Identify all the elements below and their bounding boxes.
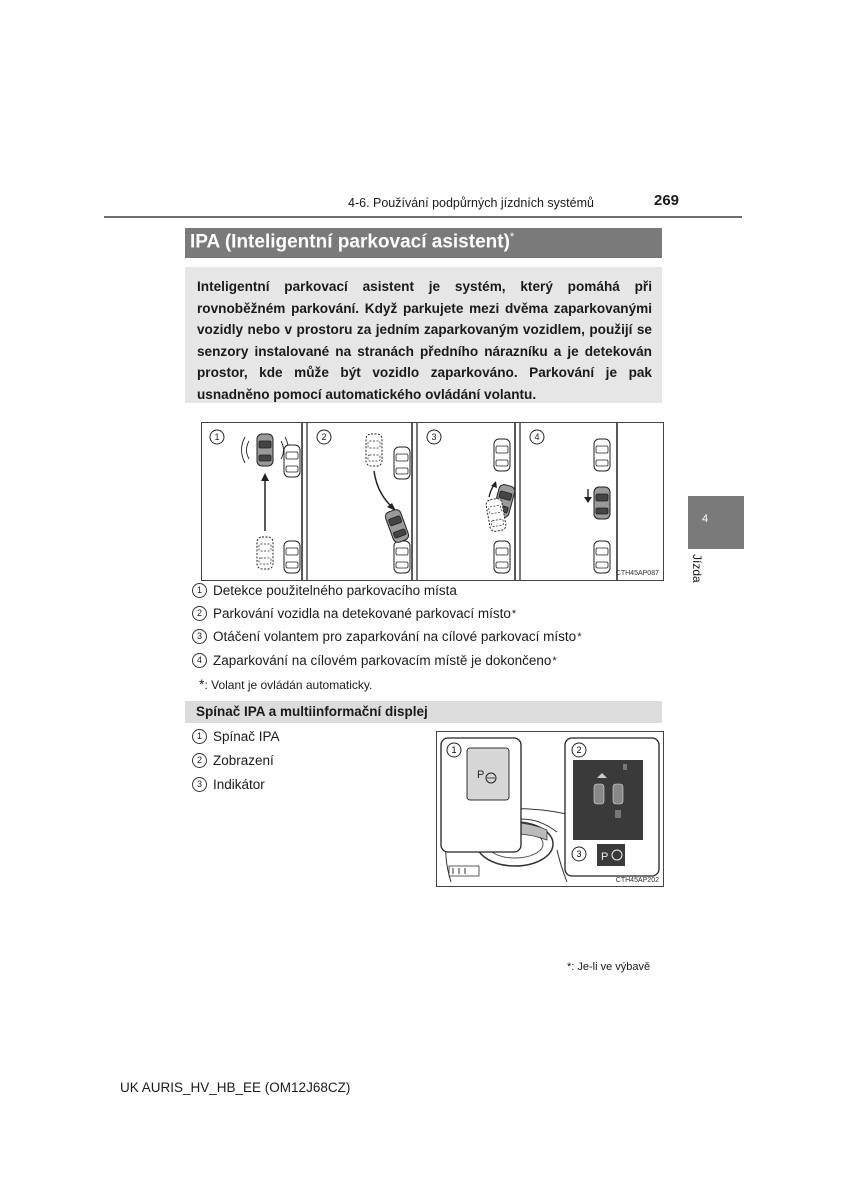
chapter-tab xyxy=(688,496,744,549)
dashboard-illustration xyxy=(437,732,663,886)
ipa-switch-display-figure xyxy=(436,731,664,887)
panel-number-3: 3 xyxy=(431,432,437,442)
figure1-code: CTH45AP087 xyxy=(615,570,659,577)
component-text: Indikátor xyxy=(213,777,265,792)
step-text: Detekce použitelného parkovacího místa xyxy=(213,583,457,598)
component-item-3 xyxy=(192,777,265,792)
component-item-2 xyxy=(192,753,274,768)
step-text: Otáčení volantem pro zaparkování na cílové parkovací místo xyxy=(213,629,577,644)
callout-1: 1 xyxy=(451,745,457,755)
panel-number-1: 1 xyxy=(214,432,220,442)
subheading: Spínač IPA a multiinformační displej xyxy=(196,704,428,719)
chapter-tab-number: 4 xyxy=(702,513,709,525)
svg-text:P: P xyxy=(601,851,609,863)
step-item-1 xyxy=(192,583,457,598)
steps-note-text: : Volant je ovládán automaticky. xyxy=(204,678,373,692)
step-asterisk: * xyxy=(577,630,582,643)
parking-sequence-figure xyxy=(201,422,664,581)
parking-sequence-illustration xyxy=(202,423,663,580)
step-asterisk: * xyxy=(552,654,557,667)
step-text: Zaparkování na cílovém parkovacím místě je dokončeno xyxy=(213,653,552,668)
step-number-circle: 4 xyxy=(192,653,207,668)
step-number-circle: 1 xyxy=(192,583,207,598)
callout-2: 2 xyxy=(576,745,582,755)
step-text: Parkování vozidla na detekované parkovací místo xyxy=(213,606,511,621)
component-text: Spínač IPA xyxy=(213,729,280,744)
step-number-circle: 3 xyxy=(192,629,207,644)
step-item-3 xyxy=(192,629,581,644)
component-number-circle: 3 xyxy=(192,777,207,792)
callout-3: 3 xyxy=(576,849,582,859)
panel-number-4: 4 xyxy=(534,432,540,442)
step-asterisk: * xyxy=(511,607,517,620)
steps-note-star: * xyxy=(199,676,205,692)
footnote: *: Je-li ve výbavě xyxy=(567,961,651,973)
running-header-section: 4-6. Používání podpůrných jízdních systémů xyxy=(348,196,594,210)
steps-note xyxy=(199,676,372,692)
component-number-circle: 1 xyxy=(192,729,207,744)
section-title xyxy=(190,231,514,253)
step-number-circle: 2 xyxy=(192,606,207,621)
component-number-circle: 2 xyxy=(192,753,207,768)
component-text: Zobrazení xyxy=(213,753,274,768)
step-item-2 xyxy=(192,606,516,621)
document-footer: UK AURIS_HV_HB_EE (OM12J68CZ) xyxy=(120,1080,351,1095)
component-item-1 xyxy=(192,729,280,744)
title-asterisk: * xyxy=(509,231,515,243)
header-divider xyxy=(104,216,742,218)
intro-paragraph: Inteligentní parkovací asistent je systém, který pomáhá při rovnoběžném parkování. Když parkujete mezi dvěma zaparkovanými vozidly nebo v prostoru za jedním zaparkovaným vozidlem, použijí se senzory instalované na stranách předního nárazníku a je detekován prostor, kde může být vozidlo zaparkováno. Parkování je pak usnadněno pomocí automatického ovládání volantu. xyxy=(197,279,652,402)
chapter-tab-label: Jízda xyxy=(690,554,704,583)
step-item-4 xyxy=(192,653,557,668)
page-number: 269 xyxy=(654,192,680,209)
switch-p-glyph: P xyxy=(477,769,485,781)
panel-number-2: 2 xyxy=(321,432,327,442)
figure2-code: CTH45AP202 xyxy=(615,877,659,884)
section-title-text: IPA (Inteligentní parkovací asistent) xyxy=(190,231,510,253)
